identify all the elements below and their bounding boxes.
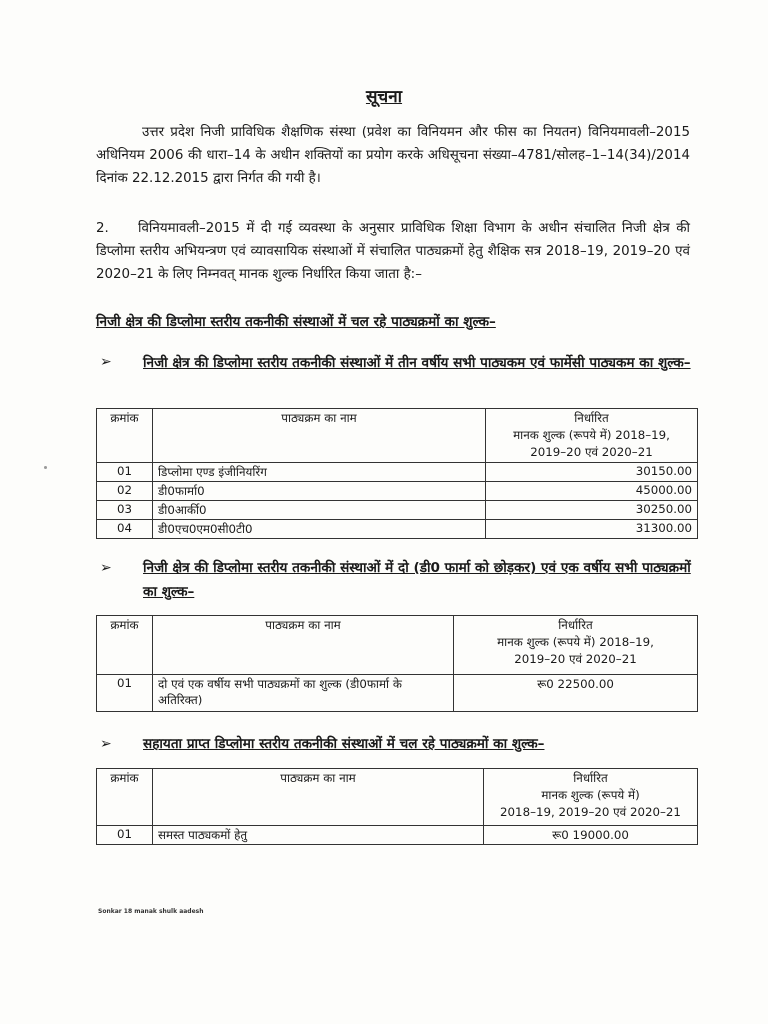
table-row bbox=[97, 463, 698, 482]
row-course-name: दो एवं एक वर्षीय सभी पाठ्यक्रमों का शुल्क (डी0फार्मा के अतिरिक्त) bbox=[153, 675, 454, 712]
row-serial: 01 bbox=[97, 826, 153, 845]
row-course-name: समस्त पाठ्यकमों हेतु bbox=[153, 826, 484, 845]
second-paragraph-text: विनियमावली–2015 में दी गई व्यवस्था के अनुसार प्राविधिक शिक्षा विभाग के अधीन संचालित निजी क्षेत्र की डिप्लोमा स्तरीय अभियन्त्रण एवं व्यावसायिक संस्थाओं में संचालित पाठ्यक्रमों हेतु शैक्षिक सत्र 2018–19, 2019–20 एवं 2020–21 के लिए निम्नवत् मानक शुल्क निर्धारित किया जाता है:– bbox=[96, 221, 690, 282]
bullet-arrow-icon: ➢ bbox=[100, 560, 112, 576]
header-fee bbox=[486, 409, 698, 463]
page-title: सूचना bbox=[365, 87, 403, 107]
row-fee: रू0 22500.00 bbox=[454, 675, 698, 712]
fee-table bbox=[96, 615, 698, 712]
header-serial: क्रमांक bbox=[97, 616, 153, 675]
table-row bbox=[97, 482, 698, 501]
section-heading: सहायता प्राप्त डिप्लोमा स्तरीय तकनीकी संस्थाओं में चल रहे पाठ्यक्रमों का शुल्क– bbox=[143, 736, 545, 752]
bullet-arrow-icon: ➢ bbox=[100, 354, 112, 370]
header-fee-line2: मानक शुल्क (रूपये में) bbox=[541, 788, 640, 802]
header-fee-line3: 2019–20 एवं 2020–21 bbox=[530, 445, 653, 459]
fee-table bbox=[96, 408, 698, 539]
table-header-row bbox=[97, 616, 698, 675]
header-fee-line2: मानक शुल्क (रूपये में) 2018–19, bbox=[513, 428, 670, 442]
table-row bbox=[97, 520, 698, 539]
main-heading: निजी क्षेत्र की डिप्लोमा स्तरीय तकनीकी संस्थाओं में चल रहे पाठ्यक्रमों का शुल्क– bbox=[96, 314, 496, 330]
row-fee: 31300.00 bbox=[486, 520, 698, 539]
row-course-name: डिप्लोमा एण्ड इंजीनियरिंग bbox=[153, 463, 486, 482]
row-serial: 03 bbox=[97, 501, 153, 520]
paragraph-number: 2. bbox=[96, 221, 109, 236]
footer-note: Sonkar 18 manak shulk aadesh bbox=[98, 908, 204, 915]
header-fee-line1: निर्धारित bbox=[574, 411, 609, 425]
row-serial: 01 bbox=[97, 675, 153, 712]
row-fee: रू0 19000.00 bbox=[484, 826, 698, 845]
header-serial: क्रमांक bbox=[97, 409, 153, 463]
header-fee-line3: 2018–19, 2019–20 एवं 2020–21 bbox=[500, 805, 681, 819]
header-course-name: पाठ्यक्रम का नाम bbox=[153, 769, 484, 826]
section-heading: निजी क्षेत्र की डिप्लोमा स्तरीय तकनीकी संस्थाओं में दो (डी0 फार्मा को छोड़कर) एवं एक वर्षीय सभी पाठ्यक्रमों का शुल्क– bbox=[143, 560, 691, 600]
header-serial: क्रमांक bbox=[97, 769, 153, 826]
header-fee-line1: निर्धारित bbox=[558, 618, 593, 632]
bullet-arrow-icon: ➢ bbox=[100, 736, 112, 752]
table-row bbox=[97, 501, 698, 520]
row-serial: 01 bbox=[97, 463, 153, 482]
table-row bbox=[97, 675, 698, 712]
scan-speck bbox=[44, 466, 47, 469]
row-course-name: डी0फार्मा0 bbox=[153, 482, 486, 501]
second-paragraph bbox=[96, 217, 690, 286]
fee-table bbox=[96, 768, 698, 845]
row-fee: 30150.00 bbox=[486, 463, 698, 482]
table-row bbox=[97, 826, 698, 845]
header-course-name: पाठ्यक्रम का नाम bbox=[153, 409, 486, 463]
row-course-name: डी0एच0एम0सी0टी0 bbox=[153, 520, 486, 539]
table-header-row bbox=[97, 769, 698, 826]
intro-paragraph: उत्तर प्रदेश निजी प्राविधिक शैक्षणिक संस्था (प्रवेश का विनियमन और फीस का नियतन) विनियमावली–2015 अधिनियम 2006 की धारा–14 के अधीन शक्तियों का प्रयोग करके अधिसूचना संख्या–4781/सोलह–1–14(34)/2014 दिनांक 22.12.2015 द्वारा निर्गत की गयी है। bbox=[96, 125, 690, 186]
row-serial: 04 bbox=[97, 520, 153, 539]
header-fee bbox=[454, 616, 698, 675]
row-fee: 45000.00 bbox=[486, 482, 698, 501]
header-course-name: पाठ्यक्रम का नाम bbox=[153, 616, 454, 675]
header-fee bbox=[484, 769, 698, 826]
row-fee: 30250.00 bbox=[486, 501, 698, 520]
table-header-row bbox=[97, 409, 698, 463]
row-serial: 02 bbox=[97, 482, 153, 501]
section-heading: निजी क्षेत्र की डिप्लोमा स्तरीय तकनीकी संस्थाओं में तीन वर्षीय सभी पाठ्यकम एवं फार्मेसी पाठ्यकम का शुल्क– bbox=[143, 355, 691, 371]
header-fee-line3: 2019–20 एवं 2020–21 bbox=[514, 652, 637, 666]
header-fee-line2: मानक शुल्क (रूपये में) 2018–19, bbox=[497, 635, 654, 649]
header-fee-line1: निर्धारित bbox=[573, 771, 608, 785]
row-course-name: डी0आर्की0 bbox=[153, 501, 486, 520]
